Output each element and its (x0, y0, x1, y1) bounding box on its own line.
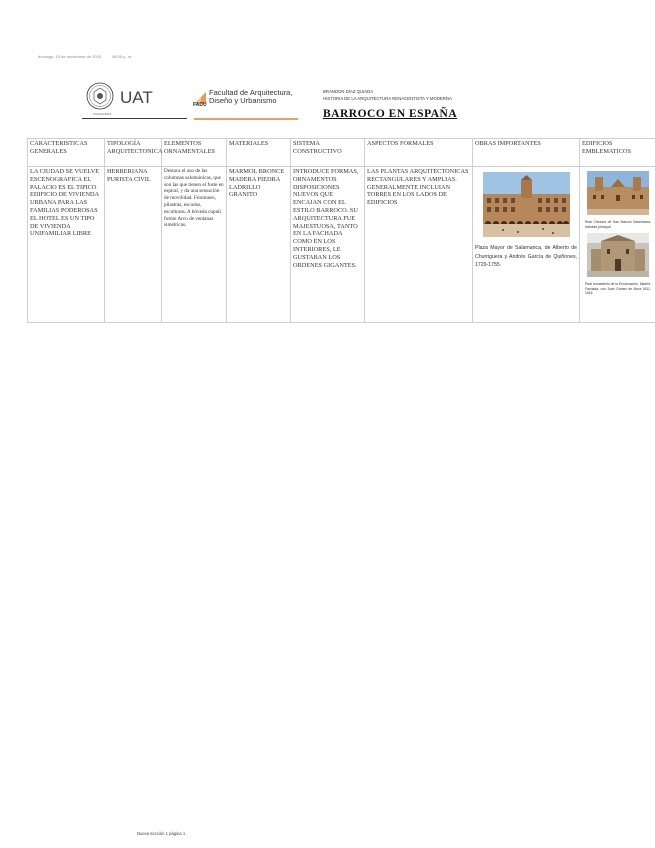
header-sistema: SISTEMA CONSTRUCTIVO (291, 139, 365, 167)
cell-edificios (580, 167, 655, 323)
cell-caracteristicas: LA CIUDAD SE VUELVE ESCENOGRAFICA EL PALACIO ES EL TIPICO EDIFICIO DE VIVIENDA URBANA PARA LAS FAMILIAS PODEROSAS EL HOTEL ES UN TIPO DE VIVIENDA UNIFAMILIAR LIBRE (28, 167, 105, 323)
cell-tipologia: HERRERIANA PURISTA CIVIL (105, 167, 162, 323)
table-header-row (28, 139, 655, 167)
uat-underline (82, 118, 187, 119)
uat-seal-caption: TAMAULIPAS (92, 112, 112, 116)
header-tipologia: TIPOLOGÍA ARQUITECTONICA (105, 139, 162, 167)
plaza-mayor-photo (483, 172, 570, 237)
fadu-name-line1: Facultad de Arquitectura, (209, 88, 293, 97)
cell-materiales: MARMOL BRONCE MADERA PIEDRA LADRILLO GRANITO (227, 167, 291, 323)
header-aspectos: ASPECTOS FORMALES (365, 139, 473, 167)
fadu-logo (192, 88, 302, 114)
header-caracteristicas: CARACTERISTICAS GENERALES (28, 139, 105, 167)
cell-sistema: INTRODUCE FORMAS, ORNAMENTOS DISPOSICIONES NUEVOS QUE ENCAJAN CON EL ESTILO BARROCO. SU ARQUITECTURA FUE MAJESTUOSA, TANTO EN LA FACHADA COMO EN LOS INTERIORES, LE GUSTABAN LOS ORDENES GIGANTES. (291, 167, 365, 323)
header-elementos: ELEMENTOS ORNAMENTALES (162, 139, 227, 167)
clerecia-photo (587, 171, 649, 215)
edificio2-caption: Real monasterio de la Encarnación, Madrid. Fachada, con Juan Gómez de Mora 1611-1616 (585, 282, 651, 296)
page-footer: Nueva sección 1 página 1 (137, 831, 186, 836)
page-meta (38, 54, 142, 59)
cell-elementos: Destaca el uso de las columnas salomónicas, que son las que tienen el fuste en espiral, y da una sensación de movilidad. Frontones, pilastras, escudos, esculturas. A bóveda cupuli forme Arco de ventanas simétricas. (162, 167, 227, 323)
fadu-underline (194, 118, 298, 120)
fadu-acronym: FADU (193, 102, 207, 108)
student-name: BRANDON DÍAZ QUIADA (323, 89, 374, 94)
obra-caption: Plaza Mayor de Salamanca, de Alberto de Churriguera y Andrés García de Quiñones, 1729-1755. (475, 245, 577, 268)
header-obras: OBRAS IMPORTANTES (473, 139, 580, 167)
cell-obras (473, 167, 580, 323)
uat-seal-icon (86, 82, 114, 110)
uat-wordmark: UAT (120, 88, 153, 107)
uat-logo (82, 80, 186, 120)
edificio1-caption: Real Clerecía de San Marcos Salamanca, fachada principal (585, 220, 651, 229)
fadu-name (209, 89, 292, 105)
page-title: BARROCO EN ESPAÑA (323, 108, 458, 120)
encarnacion-photo (587, 233, 649, 277)
course-name: HISTORIA DE LA ARQUITECTURA RENACENTISTA Y MODERNA (323, 96, 452, 101)
cell-aspectos: LAS PLANTAS ARQUITECTONICAS RECTANGULARES Y AMPLIAS. GENERALMENTE INCLUIAN TORRES EN LOS LADOS DE EDIFICIOS (365, 167, 473, 323)
meta-time: 08:00 p. m. (112, 54, 133, 59)
table-row (28, 167, 655, 323)
header-edificios: EDIFICIOS EMBLEMATICOS (580, 139, 655, 167)
header-materiales: MATERIALES (227, 139, 291, 167)
summary-table (27, 138, 655, 323)
meta-date: domingo, 15 de noviembre de 2020 (38, 54, 101, 59)
fadu-name-line2: Diseño y Urbanismo (209, 96, 277, 105)
student-info (323, 88, 452, 102)
